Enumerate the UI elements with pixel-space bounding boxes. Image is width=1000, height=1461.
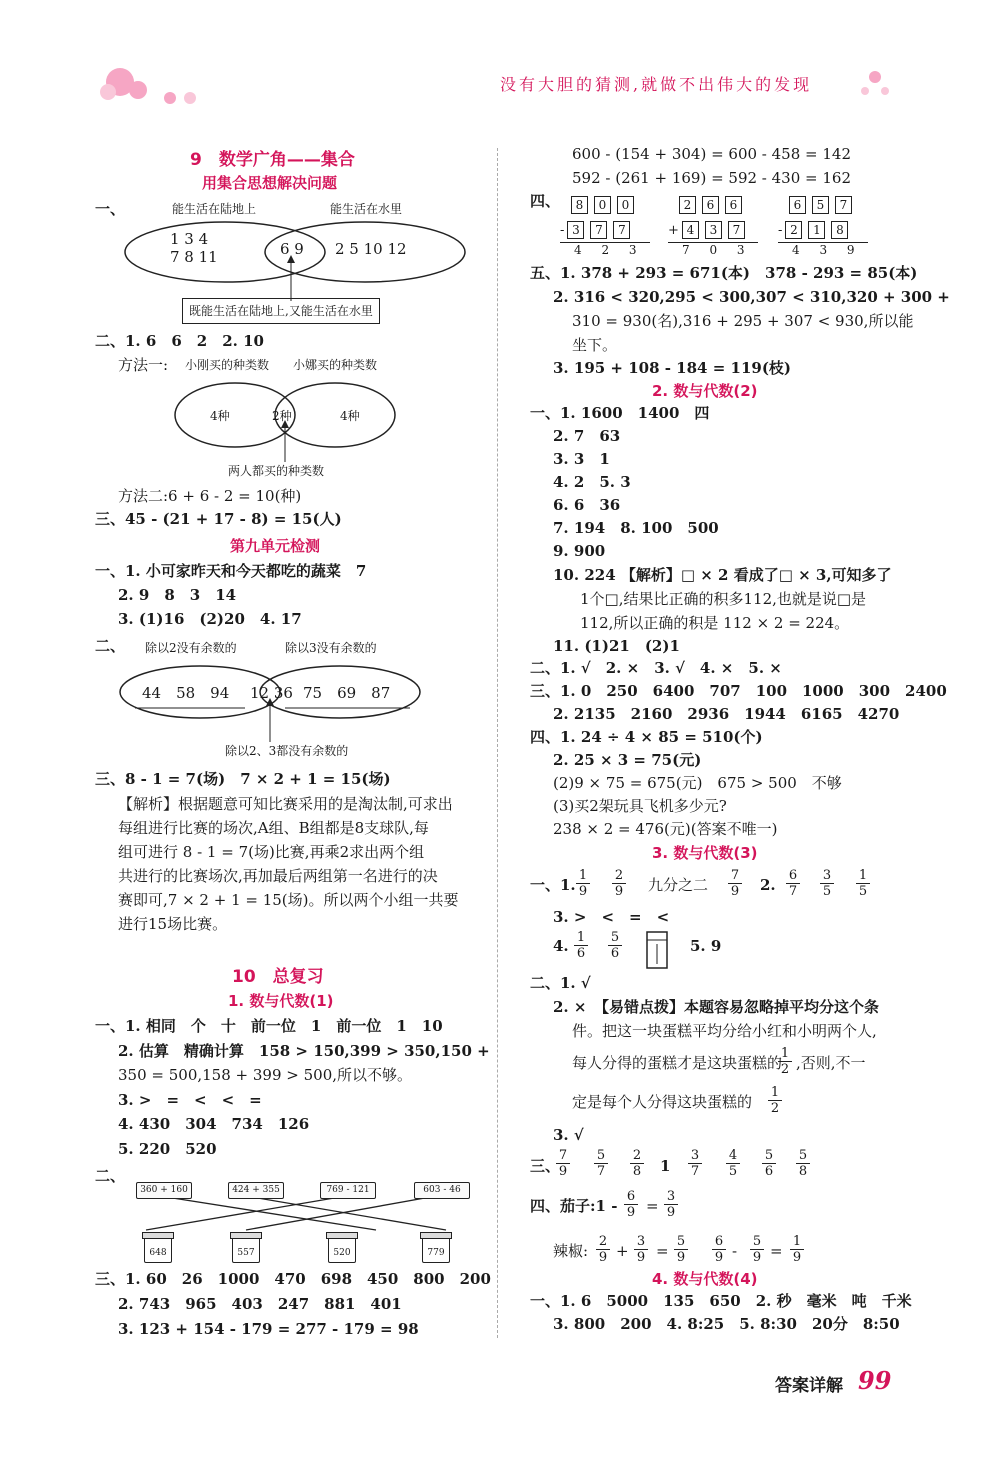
jar-answer-4: 779 bbox=[422, 1237, 450, 1263]
fraction-denominator: 8 bbox=[632, 1164, 642, 1179]
fraction-numerator: 3 bbox=[820, 868, 834, 884]
a-line-8: 3. 195 + 108 - 184 = 119(枝) bbox=[553, 359, 792, 377]
fraction-numerator: 3 bbox=[664, 1189, 678, 1205]
fraction-denominator: 9 bbox=[598, 1250, 608, 1265]
fraction bbox=[596, 1234, 610, 1265]
fraction-numerator: 6 bbox=[624, 1189, 638, 1205]
header-star-decoration bbox=[845, 55, 905, 105]
fraction bbox=[630, 1148, 644, 1179]
fraction-numerator: 5 bbox=[608, 930, 622, 946]
venn1-caption: 既能生活在陆地上,又能生活在水里 bbox=[182, 298, 380, 324]
b-line-8: 10. 224 【解析】□ × 2 看成了□ × 3,可知多了 bbox=[553, 566, 892, 584]
fraction-denominator: 5 bbox=[822, 884, 832, 899]
fraction bbox=[608, 930, 622, 961]
digit-box: 6 bbox=[789, 196, 806, 214]
u-line-8: 组可进行 8 - 1 = 7(场)比赛,再乘2求出两个组 bbox=[118, 843, 425, 861]
b-line-10: 112,所以正确的积是 112 × 2 = 224。 bbox=[580, 614, 850, 632]
fraction bbox=[612, 868, 626, 899]
r-line-10: 3. 123 + 154 - 179 = 277 - 179 = 98 bbox=[118, 1320, 419, 1338]
digit-box: 8 bbox=[831, 221, 848, 239]
q3-answer: 三、45 - (21 + 17 - 8) = 15(人) bbox=[95, 510, 342, 528]
fraction bbox=[820, 868, 834, 899]
r-line-2: 2. 估算 精确计算 158 > 150,399 > 350,150 + bbox=[118, 1042, 490, 1060]
r-line-8: 三、1. 60 26 1000 470 698 450 800 200 bbox=[95, 1270, 491, 1288]
venn2-right-label: 小娜买的种类数 bbox=[293, 358, 378, 372]
fraction bbox=[624, 1189, 638, 1220]
fraction-denominator: 2 bbox=[780, 1062, 790, 1077]
jar-answer-2: 557 bbox=[232, 1237, 260, 1263]
fraction-numerator: 3 bbox=[634, 1234, 648, 1250]
digit-box: 1 bbox=[808, 221, 825, 239]
c-line-5: 2. × 【易错点拨】本题容易忽略掉平均分这个条 bbox=[553, 998, 879, 1016]
venn2-intersection: 2种 bbox=[272, 409, 292, 423]
q1-label: 一、 bbox=[95, 200, 126, 218]
fraction bbox=[634, 1234, 648, 1265]
venn3-right-label: 除以3没有余数的 bbox=[285, 641, 377, 655]
a-line-4: 五、1. 378 + 293 = 671(本) 378 - 293 = 85(本) bbox=[530, 264, 918, 282]
b-line-12: 二、1. √ 2. × 3. √ 4. × 5. × bbox=[530, 659, 782, 677]
review-2-title: 2. 数与代数(2) bbox=[652, 382, 758, 400]
fraction-numerator: 2 bbox=[630, 1148, 644, 1164]
a-line-1: 600 - (154 + 304) = 600 - 458 = 142 bbox=[572, 145, 852, 163]
fraction bbox=[594, 1148, 608, 1179]
vertical-calc-1 bbox=[560, 194, 650, 257]
fraction-numerator: 5 bbox=[750, 1234, 764, 1250]
u-line-3: 3. (1)16 (2)20 4. 17 bbox=[118, 610, 302, 628]
fraction-numerator: 2 bbox=[596, 1234, 610, 1250]
c-label-3: 三、 bbox=[530, 1157, 561, 1175]
b-line-5: 6. 6 36 bbox=[553, 496, 621, 514]
fraction-denominator: 2 bbox=[770, 1101, 780, 1116]
plate-expression-2: 424 + 355 bbox=[228, 1182, 284, 1199]
digit-box: 6 bbox=[702, 196, 719, 214]
digit-box: 7 bbox=[835, 196, 852, 214]
fraction bbox=[728, 868, 742, 899]
d-line-2: 3. 800 200 4. 8:25 5. 8:30 20分 8:50 bbox=[553, 1315, 900, 1333]
fraction-numerator: 1 bbox=[778, 1046, 792, 1062]
q2-answer: 二、1. 6 6 2 2. 10 bbox=[95, 332, 264, 350]
fraction-denominator: 9 bbox=[614, 884, 624, 899]
method1-label: 方法一: bbox=[118, 356, 169, 374]
venn1-left-nums-row2: 7 8 11 bbox=[170, 248, 218, 266]
fraction bbox=[856, 868, 870, 899]
fraction-denominator: 9 bbox=[626, 1205, 636, 1220]
c-line-2: 3. > < = < bbox=[553, 908, 670, 926]
jar-answer-3: 520 bbox=[328, 1237, 356, 1263]
header-slogan: 没有大胆的猜测,就做不出伟大的发现 bbox=[500, 75, 813, 94]
fraction bbox=[796, 1148, 810, 1179]
fraction-numerator: 7 bbox=[556, 1148, 570, 1164]
fraction-denominator: 5 bbox=[728, 1164, 738, 1179]
fraction-denominator: 8 bbox=[798, 1164, 808, 1179]
review-1-title: 1. 数与代数(1) bbox=[228, 992, 334, 1010]
venn1-right-label: 能生活在水里 bbox=[330, 202, 403, 216]
venn1-left-label: 能生活在陆地上 bbox=[172, 202, 257, 216]
review-3-title: 3. 数与代数(3) bbox=[652, 844, 758, 862]
number: 1 bbox=[660, 1157, 671, 1175]
digit-box: 3 bbox=[705, 221, 722, 239]
u-label-2: 二、 bbox=[95, 637, 126, 655]
digit-box: 3 bbox=[567, 221, 584, 239]
c-label-1: 一、1. bbox=[530, 876, 576, 894]
b-line-9: 1个□,结果比正确的积多112,也就是说□是 bbox=[580, 590, 867, 608]
fraction-denominator: 9 bbox=[730, 884, 740, 899]
fraction-numerator: 1 bbox=[574, 930, 588, 946]
fraction-denominator: 7 bbox=[690, 1164, 700, 1179]
b-line-1: 一、1. 1600 1400 四 bbox=[530, 404, 710, 422]
c-line-4: 二、1. √ bbox=[530, 974, 591, 992]
fraction-denominator: 6 bbox=[764, 1164, 774, 1179]
venn1-left-nums-row1: 1 3 4 bbox=[170, 230, 209, 248]
r-line-1: 一、1. 相同 个 十 前一位 1 前一位 1 10 bbox=[95, 1017, 443, 1035]
fraction-denominator: 6 bbox=[576, 946, 586, 961]
plate-expression-1: 360 + 160 bbox=[136, 1182, 192, 1199]
page-number: 99 bbox=[858, 1366, 892, 1395]
method2: 方法二:6 + 6 - 2 = 10(种) bbox=[118, 487, 302, 505]
u-line-2: 2. 9 8 3 14 bbox=[118, 586, 237, 604]
fraction bbox=[574, 930, 588, 961]
fraction bbox=[786, 868, 800, 899]
a-line-6: 310 = 930(名),316 + 295 + 307 < 930,所以能 bbox=[572, 312, 914, 330]
u-line-10: 赛即可,7 × 2 + 1 = 15(场)。所以两个小组一共要 bbox=[118, 891, 459, 909]
c1-text: 九分之二 bbox=[648, 876, 709, 894]
fraction-numerator: 7 bbox=[728, 868, 742, 884]
b-line-15: 四、1. 24 ÷ 4 × 85 = 510(个) bbox=[530, 728, 763, 746]
result: 4 3 9 bbox=[778, 242, 868, 257]
u-line-1: 一、1. 小可家昨天和今天都吃的蔬菜 7 bbox=[95, 562, 367, 580]
b-line-19: 238 × 2 = 476(元)(答案不唯一) bbox=[553, 820, 778, 838]
fraction-numerator: 2 bbox=[612, 868, 626, 884]
result: 7 0 3 bbox=[668, 242, 758, 257]
b-line-3: 3. 3 1 bbox=[553, 450, 610, 468]
jar-answer-1: 648 bbox=[144, 1237, 172, 1263]
fraction bbox=[688, 1148, 702, 1179]
r-line-5: 4. 430 304 734 126 bbox=[118, 1115, 310, 1133]
fraction-numerator: 1 bbox=[576, 868, 590, 884]
digit-box: 4 bbox=[682, 221, 699, 239]
fraction-numerator: 5 bbox=[762, 1148, 776, 1164]
review-4-title: 4. 数与代数(4) bbox=[652, 1270, 758, 1288]
equals-sign: = bbox=[646, 1197, 659, 1215]
operator: - bbox=[778, 223, 783, 238]
venn2-left: 4种 bbox=[210, 409, 230, 423]
fraction-denominator: 9 bbox=[676, 1250, 686, 1265]
measuring-cup-icon bbox=[645, 930, 669, 970]
digit-box: 2 bbox=[785, 221, 802, 239]
digit-box: 6 bbox=[725, 196, 742, 214]
u-line-9: 共进行的比赛场次,再加最后两组第一名进行的决 bbox=[118, 867, 438, 885]
fraction-numerator: 1 bbox=[768, 1085, 782, 1101]
b-line-11: 11. (1)21 (2)1 bbox=[553, 637, 680, 655]
c-line-6: 件。把这一块蛋糕平均分给小红和小明两个人, bbox=[572, 1022, 877, 1040]
c-line-9: 3. √ bbox=[553, 1126, 584, 1144]
u-line-11: 进行15场比赛。 bbox=[118, 915, 228, 933]
fraction bbox=[712, 1234, 726, 1265]
a-line-7: 坐下。 bbox=[572, 336, 618, 354]
b-line-4: 4. 2 5. 3 bbox=[553, 473, 631, 491]
fraction-denominator: 9 bbox=[578, 884, 588, 899]
b-line-7: 9. 900 bbox=[553, 542, 606, 560]
footer-label: 答案详解 bbox=[775, 1376, 843, 1396]
vertical-calc-3 bbox=[778, 194, 868, 257]
fraction-denominator: 7 bbox=[596, 1164, 606, 1179]
r-line-6: 5. 220 520 bbox=[118, 1140, 217, 1158]
b-line-17: (2)9 × 75 = 675(元) 675 > 500 不够 bbox=[553, 774, 842, 792]
fraction bbox=[768, 1085, 782, 1116]
b-line-6: 7. 194 8. 100 500 bbox=[553, 519, 719, 537]
r-label-2: 二、 bbox=[95, 1167, 126, 1185]
fraction bbox=[664, 1189, 678, 1220]
b-line-13: 三、1. 0 250 6400 707 100 1000 300 2400 bbox=[530, 682, 947, 700]
r-line-4: 3. > = < < = bbox=[118, 1091, 262, 1109]
digit-box: 8 bbox=[571, 196, 588, 214]
plate-expression-3: 769 - 121 bbox=[320, 1182, 376, 1199]
fraction-denominator: 9 bbox=[792, 1250, 802, 1265]
venn2-caption: 两人都买的种类数 bbox=[228, 464, 325, 478]
digit-box: 2 bbox=[679, 196, 696, 214]
venn2-right: 4种 bbox=[340, 409, 360, 423]
u-line-6: 【解析】根据题意可知比赛采用的是淘汰制,可求出 bbox=[118, 795, 453, 813]
a-line-5: 2. 316 < 320,295 < 300,307 < 310,320 + 300 + bbox=[553, 288, 950, 306]
r-line-3: 350 = 500,158 + 399 > 500,所以不够。 bbox=[118, 1066, 413, 1084]
c-line-7: 每人分得的蛋糕才是这块蛋糕的 bbox=[572, 1054, 783, 1072]
venn3-intersection: 12 36 bbox=[250, 684, 293, 702]
operator: - bbox=[560, 223, 565, 238]
b-line-18: (3)买2架玩具飞机多少元? bbox=[553, 797, 727, 815]
section-9-subtitle: 用集合思想解决问题 bbox=[202, 174, 338, 192]
equals-sign: = bbox=[656, 1242, 669, 1260]
fraction-numerator: 4 bbox=[726, 1148, 740, 1164]
fraction-numerator: 1 bbox=[790, 1234, 804, 1250]
header-flower-decoration bbox=[90, 60, 210, 110]
venn3-left-label: 除以2没有余数的 bbox=[145, 641, 237, 655]
fraction-numerator: 5 bbox=[796, 1148, 810, 1164]
plate-expression-4: 603 - 46 bbox=[414, 1182, 470, 1199]
b-line-2: 2. 7 63 bbox=[553, 427, 621, 445]
fraction bbox=[750, 1234, 764, 1265]
b-line-16: 2. 25 × 3 = 75(元) bbox=[553, 751, 702, 769]
venn3-right: 75 69 87 bbox=[303, 684, 391, 702]
plus-sign: + bbox=[616, 1242, 629, 1260]
fraction bbox=[790, 1234, 804, 1265]
result: 4 2 3 bbox=[560, 242, 650, 257]
fraction bbox=[726, 1148, 740, 1179]
digit-box: 5 bbox=[812, 196, 829, 214]
c-label-2: 2. bbox=[760, 876, 776, 894]
fraction-denominator: 9 bbox=[666, 1205, 676, 1220]
b-line-14: 2. 2135 2160 2936 1944 6165 4270 bbox=[553, 705, 900, 723]
a-label-4: 四、 bbox=[530, 192, 561, 210]
fraction bbox=[556, 1148, 570, 1179]
venn-diagram-3 bbox=[115, 660, 425, 750]
c3-tail: 5. 9 bbox=[690, 937, 722, 955]
digit-box: 7 bbox=[728, 221, 745, 239]
fraction-denominator: 7 bbox=[788, 884, 798, 899]
digit-box: 7 bbox=[590, 221, 607, 239]
fraction-numerator: 5 bbox=[594, 1148, 608, 1164]
fraction-denominator: 9 bbox=[752, 1250, 762, 1265]
fraction-denominator: 9 bbox=[636, 1250, 646, 1265]
section-9-title: 9 数学广角——集合 bbox=[190, 150, 355, 170]
fraction-denominator: 9 bbox=[558, 1164, 568, 1179]
r-line-9: 2. 743 965 403 247 881 401 bbox=[118, 1295, 402, 1313]
minus-sign: - bbox=[732, 1242, 738, 1260]
fraction bbox=[778, 1046, 792, 1077]
venn1-intersection: 6 9 bbox=[280, 240, 304, 258]
venn1-right-nums: 2 5 10 12 bbox=[335, 240, 407, 258]
fraction-numerator: 1 bbox=[856, 868, 870, 884]
venn3-caption: 除以2、3都没有余数的 bbox=[225, 744, 349, 758]
vertical-calc-2 bbox=[668, 194, 758, 257]
fraction-numerator: 6 bbox=[786, 868, 800, 884]
fraction-numerator: 5 bbox=[674, 1234, 688, 1250]
operator: + bbox=[668, 223, 679, 238]
section-10-title: 10 总复习 bbox=[232, 967, 324, 987]
digit-box: 0 bbox=[594, 196, 611, 214]
fraction bbox=[576, 868, 590, 899]
venn2-left-label: 小刚买的种类数 bbox=[185, 358, 270, 372]
venn3-left: 44 58 94 bbox=[142, 684, 230, 702]
c-label-pepper: 辣椒: bbox=[553, 1242, 589, 1260]
digit-box: 0 bbox=[617, 196, 634, 214]
fraction-denominator: 6 bbox=[610, 946, 620, 961]
fraction-denominator: 9 bbox=[714, 1250, 724, 1265]
d-line-1: 一、1. 6 5000 135 650 2. 秒 毫米 吨 千米 bbox=[530, 1292, 912, 1310]
c-label-eggplant: 四、茄子:1 - bbox=[530, 1197, 618, 1215]
fraction-numerator: 6 bbox=[712, 1234, 726, 1250]
c-line-8: 定是每个人分得这块蛋糕的 bbox=[572, 1093, 753, 1111]
u-line-5: 三、8 - 1 = 7(场) 7 × 2 + 1 = 15(场) bbox=[95, 770, 391, 788]
u-line-7: 每组进行比赛的场次,A组、B组都是8支球队,每 bbox=[118, 819, 429, 837]
c-line-7b: ,否则,不一 bbox=[796, 1054, 866, 1072]
fraction bbox=[762, 1148, 776, 1179]
unit9-test-title: 第九单元检测 bbox=[230, 537, 321, 555]
digit-box: 7 bbox=[613, 221, 630, 239]
equals-sign: = bbox=[770, 1242, 783, 1260]
a-line-2: 592 - (261 + 169) = 592 - 430 = 162 bbox=[572, 169, 852, 187]
column-divider bbox=[497, 148, 498, 1338]
fraction-denominator: 5 bbox=[858, 884, 868, 899]
fraction bbox=[674, 1234, 688, 1265]
c-label-4: 4. bbox=[553, 937, 569, 955]
fraction-numerator: 3 bbox=[688, 1148, 702, 1164]
